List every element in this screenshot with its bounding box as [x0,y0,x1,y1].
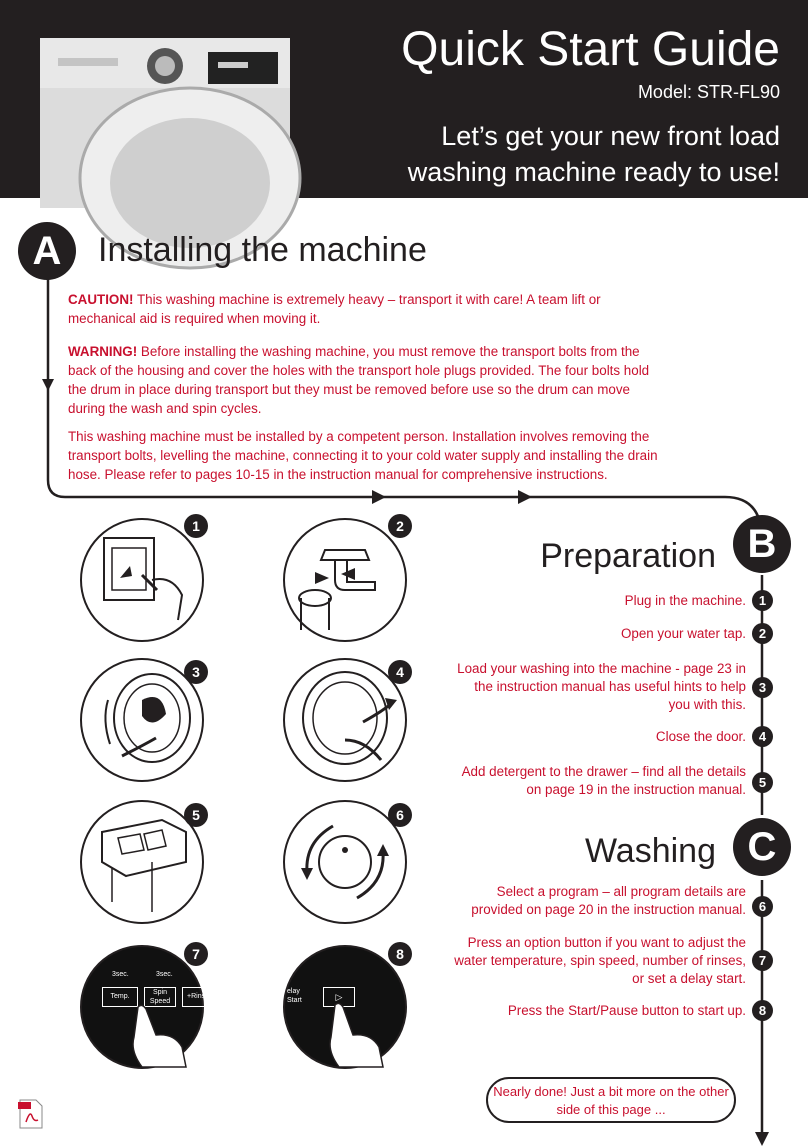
section-b-badge: B [733,515,791,573]
prep-step-1: Plug in the machine. [624,593,746,608]
wash-step-8: Press the Start/Pause button to start up. [507,1003,746,1018]
flow-arrow [518,490,532,504]
illustration-number: 6 [388,803,412,827]
step-number-5: 5 [752,772,773,793]
hold-label: 3sec. [156,971,173,978]
step-number-1: 1 [752,590,773,611]
wash-step-6: Select a program – all program details are provided on page 20 in the instruction manual. [471,884,746,917]
step-number-7: 7 [752,950,773,971]
flow-arrow [755,1132,769,1146]
flow-arrow [372,490,386,504]
illustration-number: 4 [388,660,412,684]
section-b-title: Preparation [540,537,716,575]
caution-paragraph [68,290,668,328]
illustration-number: 2 [388,514,412,538]
install-paragraph: This washing machine must be installed by a competent person. Installation involves removing the transport bolts, levelling the machine, connecting it to your cold water supply and installing the drain hose. Please refer to pages 10-15 in the instruction manual for comprehensive instructions. [68,429,658,482]
warning-label: WARNING! [68,344,138,359]
section-a-badge: A [18,222,76,280]
prep-step-5: Add detergent to the drawer – find all the details on page 19 in the instruction manual. [461,764,746,797]
illustration-number: 3 [184,660,208,684]
tagline: Let’s get your new front load washing machine ready to use! [407,121,780,187]
illustration-start [283,945,407,1069]
step-number-3: 3 [752,677,773,698]
step-number-6: 6 [752,896,773,917]
continue-note: Nearly done! Just a bit more on the other side of this page ... [486,1077,736,1123]
caution-label: CAUTION! [68,292,134,307]
model-number: Model: STR-FL90 [637,82,780,102]
warning-paragraph [68,342,668,418]
step-number-4: 4 [752,726,773,747]
temp-button: Temp. [102,987,138,1007]
illustration-number: 5 [184,803,208,827]
step-number-2: 2 [752,623,773,644]
prep-step-4: Close the door. [655,729,746,744]
illustration-plug [80,518,204,642]
hold-label: 3sec. [112,971,129,978]
caution-text: This washing machine is extremely heavy – transport it with care! A team lift or mechanical aid is required when moving it. [68,292,601,326]
illustration-options [80,945,209,1069]
wash-step-7: Press an option button if you want to adjust the water temperature, spin speed, number of rinses, or set a delay start. [454,935,746,986]
page-title: Quick Start Guide [401,23,780,76]
section-a-title: Installing the machine [98,231,427,269]
illustration-tap [283,518,407,642]
start-pause-button: ▷ [323,987,355,1007]
illustration-number: 7 [184,942,208,966]
flow-arrow [42,379,54,391]
illustration-number: 1 [184,514,208,538]
prep-step-3: Load your washing into the machine - page 23 in the instruction manual has useful hints to help you with this. [457,661,746,712]
rinse-button: +Rinse [182,987,214,1007]
spin-speed-button: Spin Speed [144,987,176,1007]
illustration-number: 8 [388,942,412,966]
section-c-title: Washing [584,832,716,870]
section-c-badge: C [733,818,791,876]
pdf-icon [18,1098,44,1130]
delay-start-label: elay Start [287,988,302,1004]
step-number-8: 8 [752,1000,773,1021]
prep-step-2: Open your water tap. [620,626,746,641]
warning-text: Before installing the washing machine, you must remove the transport bolts from the back of the housing and cover the holes with the transport hole plugs provided. The four bolts hold the drum in place during transport but they must be removed before use so the drum can move during the wash and spin cycles. [68,344,650,416]
